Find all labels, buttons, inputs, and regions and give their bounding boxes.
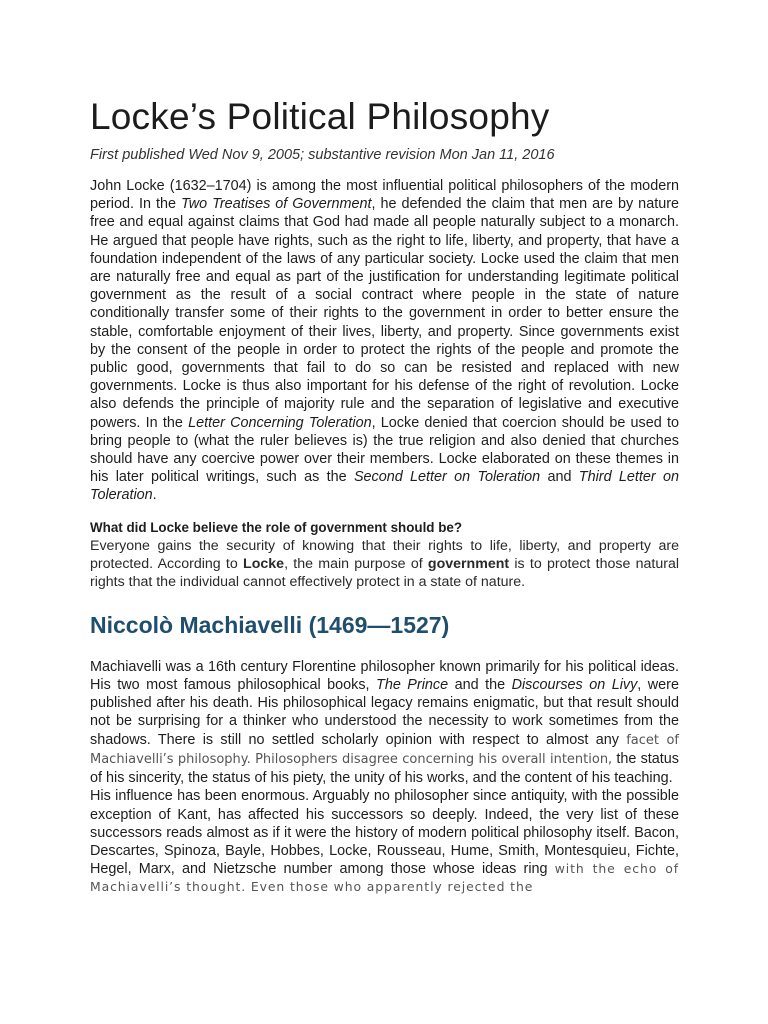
mach-text-3: , were published after his death. His philosophical legacy remains enigmatic, but that result should not be surprising for a thinker who understood the necessity to work sometimes from the shadows. There is still no settled scholarly opinion with respect to almost any (90, 677, 679, 748)
mach2-text-wide: with the echo of Machiavelli’s thought. Even those who apparently rejected the (90, 861, 679, 895)
intro-paragraph (90, 177, 679, 505)
work-title-discourses: Discourses on Livy (511, 677, 638, 694)
work-title-two-treatises: Two Treatises of Government (181, 196, 372, 213)
qa-answer-text-2: , the main purpose of (284, 556, 428, 573)
qa-question: What did Locke believe the role of government should be? (90, 519, 463, 535)
qa-answer-bold-locke: Locke (243, 556, 285, 573)
qa-answer-text-1: Everyone gains the security of knowing that their rights to life, liberty, and property are protected. According to (90, 537, 679, 573)
machiavelli-paragraph-1 (90, 658, 679, 787)
intro-text-2: , he defended the claim that men are by nature free and equal against claims that God had made all people naturally subject to a monarch. He argued that people have rights, such as the right to life, liberty, and property, that have a foundation independent of the laws of any particular society. Locke used the claim that men are naturally free and equal as part of the justification for understanding legitimate political government as the result of a social contract where people in the state of nature conditionally transfer some of their rights to the government in order to better ensure the stable, comfortable enjoyment of their lives, liberty, and property. Since governments exist by the consent of the people in order to protect the rights of the people and promote the public good, governments that fail to do so can be resisted and replaced with new governments. Locke is thus also important for his defense of the right of revolution. Locke also defends the principle of majority rule and the separation of legislative and executive powers. In the (90, 196, 679, 431)
intro-text-4: and (540, 469, 579, 486)
qa-answer (90, 537, 679, 592)
article-body (90, 93, 679, 897)
qa-answer-text-3: is to protect those natural rights that the individual cannot effectively protect in a state of nature. (90, 556, 679, 591)
work-title-second-letter: Second Letter on Toleration (353, 469, 541, 486)
qa-answer-bold-government: government (427, 556, 510, 573)
mach-text-4: the status of his sincerity, the status of his piety, the unity of his works, and the content of his teaching. (90, 750, 679, 787)
intro-text-3: , Locke denied that coercion should be used to bring people to (what the ruler believes is) the true religion and also denied that churches should have any coercive power over their members. Locke elaborated on these themes in his later political writings, such as the (90, 414, 679, 486)
article-title: Locke’s Political Philosophy (90, 96, 550, 137)
machiavelli-paragraph-2 (90, 787, 679, 896)
mach-text-2: and the (448, 677, 512, 694)
work-title-letter-toleration: Letter Concerning Toleration (188, 414, 372, 431)
mach-text-1: Machiavelli was a 16th century Florentine philosopher known primarily for his political ideas. His two most famous philosophical books, (90, 658, 679, 694)
intro-text-1: John Locke (1632–1704) is among the most influential political philosophers of the modern period. In the (90, 178, 679, 213)
publication-date: First published Wed Nov 9, 2005; substantive revision Mon Jan 11, 2016 (90, 147, 555, 163)
intro-text-5: . (152, 487, 157, 504)
mach2-text-1: His influence has been enormous. Arguably no philosopher since antiquity, with the possible exception of Kant, has affected his successors so deeply. Indeed, the very list of these successors reads almost as if it were the history of modern political philosophy itself. Bacon, Descartes, Spinoza, Bayle, Hobbes, Locke, Rousseau, Hume, Smith, Montesquieu, Fichte, Hegel, Marx, and Nietzsche number among those whose ideas ring (90, 788, 679, 878)
section-heading-machiavelli: Niccolò Machiavelli (1469—1527) (90, 611, 450, 638)
work-title-third-letter: Third Letter on Toleration (90, 469, 680, 504)
mach-text-soft: facet of Machiavelli’s philosophy. Philosophers disagree concerning his overall intention, (90, 732, 679, 767)
work-title-the-prince: The Prince (376, 677, 449, 694)
